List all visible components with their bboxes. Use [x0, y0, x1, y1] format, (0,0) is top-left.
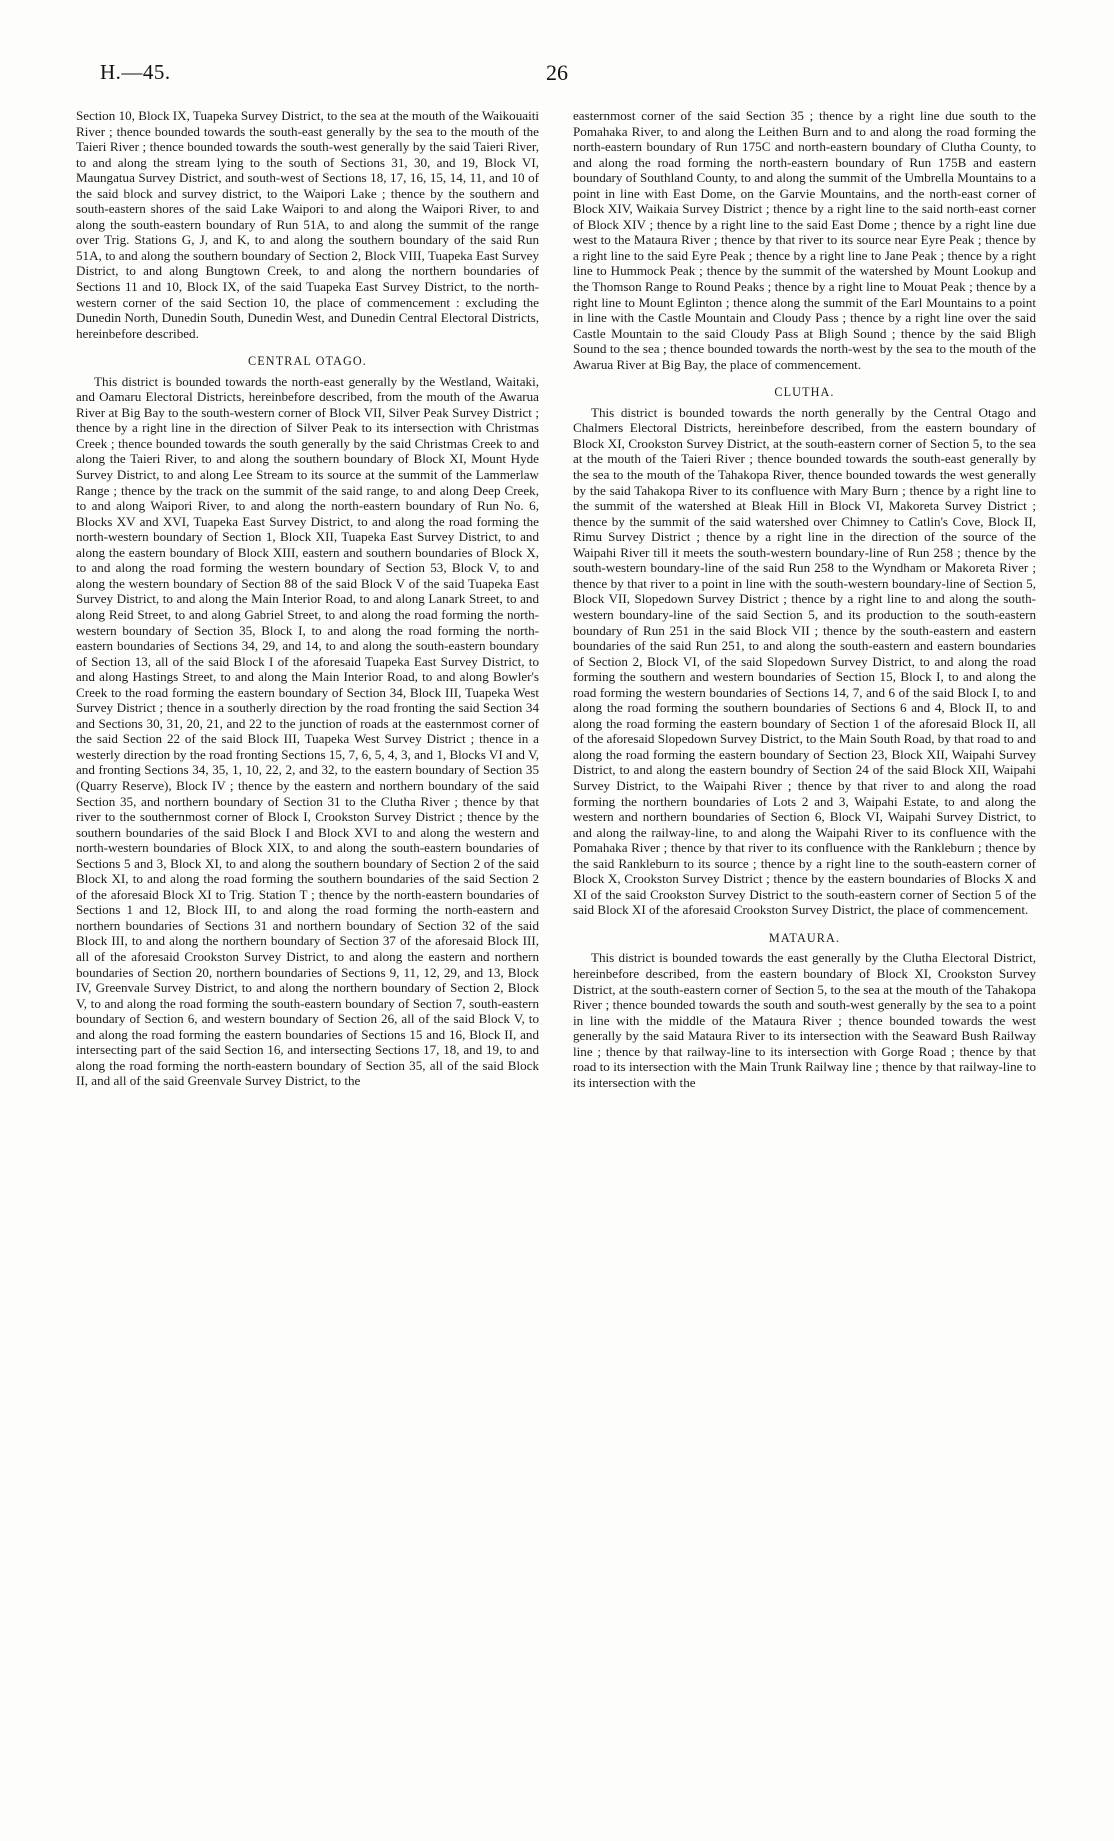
- paragraph: This district is bounded towards the east generally by the Clutha Electoral District, hereinbefore described, from the eastern boundary of Block XI, Crookston Survey District, at the south-eastern corner of Section 5, to the sea at the mouth of the Tahakopa River ; thence bounded towards the south and south-west generally by the sea to a point in line with the middle of the Mataura River ; thence bounded towards the west generally by the said Mataura River to its intersection with the Seaward Bush Railway line ; thence by that railway-line to its intersection with Gorge Road ; thence by that road to its intersection with the Main Trunk Railway line ; thence by that railway-line to its intersection with the: [573, 950, 1036, 1090]
- paragraph: This district is bounded towards the north-east generally by the Westland, Waitaki, and Oamaru Electoral Districts, hereinbefore described, from the mouth of the Awarua River at Big Bay to the south-western corner of Block VII, Silver Peak Survey District ; thence by a right line in the direction of Silver Peak to its intersection with Christmas Creek ; thence bounded towards the south generally by the said Christmas Creek to and along the Taieri River, to and along the southern boundary of Block XI, Mount Hyde Survey District, to and along Lee Stream to its source at the summit of the Lammerlaw Range ; thence by the track on the summit of the said range, to and along Deep Creek, to and along Waipori River, to and along the north-eastern boundary of Run No. 6, Blocks XV and XVI, Tuapeka East Survey District, to and along the road forming the north-western boundary of Section 1, Block XII, Tuapeka East Survey District, to and along the eastern boundary of Block XIII, eastern and southern boundaries of Block X, to and along the road forming the western boundary of Section 53, Block V, to and along the western boundary of Section 88 of the said Block V of the said Tuapeka East Survey District, to and along the Main Interior Road, to and along Lanark Street, to and along Reid Street, to and along Gabriel Street, to and along the road forming the north-western boundary of Section 35, Block I, to and along the road forming the north-eastern boundaries of Sections 34, 29, and 14, to and along the south-eastern boundary of Section 13, all of the said Block I of the aforesaid Tuapeka East Survey District, to and along Hastings Street, to and along the Main Interior Road, to and along Bowler's Creek to the road forming the eastern boundary of Section 34, Block III, Tuapeka West Survey District ; thence in a southerly direction by the road fronting the said Section 34 and Sections 30, 31, 20, 21, and 22 to the junction of roads at the easternmost corner of the said Section 22 of the said Block III, Tuapeka West Survey District ; thence in a westerly direction by the road fronting Sections 15, 7, 6, 5, 4, 3, and 1, Blocks VI and V, and fronting Sections 34, 35, 1, 10, 22, 2, and 32, to the eastern boundary of Section 35 (Quarry Reserve), Block IV ; thence by the eastern and northern boundary of the said Section 35, and northern boundary of Section 31 to the Clutha River ; thence by that river to the southernmost corner of Block I, Crookston Survey District ; thence by the southern boundaries of the said Block I and Block XVI to and along the western and north-western boundaries of Block XIX, to and along the south-eastern boundaries of Sections 5 and 3, Block XI, to and along the southern boundary of Section 2 of the said Block XI, to and along the road forming the southern boundaries of the said Section 2 of the aforesaid Block XI to Trig. Station T ; thence by the north-eastern boundaries of Sections 1 and 12, Block III, to and along the road forming the north-eastern and northern boundaries of Sections 31 and northern boundary of Section 32 of the said Block III, to and along the northern boundary of Section 37 of the aforesaid Block III, all of the aforesaid Crookston Survey District, to and along the eastern and northern boundaries of Section 20, northern boundaries of Sections 9, 11, 12, 29, and 13, Block IV, Greenvale Survey District, to and along the northern boundary of Section 2, Block V, to and along the road forming the south-eastern boundary of Section 7, south-eastern boundary of Section 6, and western boundary of Section 26, all of the said Block V, to and along the road forming the eastern boundaries of Sections 15 and 16, Block II, and intersecting part of the said Section 16, and intersecting Sections 17, 18, and 19, to and along the road forming the north-eastern boundary of Section 35, all of the said Block II, and all of the said Greenvale Survey District, to the: [76, 373, 539, 1089]
- text-columns: [76, 108, 1036, 1090]
- paragraph: easternmost corner of the said Section 35 ; thence by a right line due south to the Pomahaka River, to and along the Leithen Burn and to and along the road forming the north-eastern boundary of Run 175C and north-eastern boundary of Clutha County, to and along the road forming the north-eastern boundary of Run 175B and eastern boundary of Southland County, to and along the summit of the Umbrella Mountains to a point in line with East Dome, on the Garvie Mountains, and the north-east corner of Block XIV, Waikaia Survey District ; thence by a right line to the said north-east corner of Block XIV ; thence by a right line to the said East Dome ; thence by a right line due west to the Mataura River ; thence by that river to its source near Eyre Peak ; thence by a right line to the said Eyre Peak ; thence by a right line to Jane Peak ; thence by a right line to Hummock Peak ; thence by the summit of the watershed by Mount Lookup and the Thomson Range to Round Peaks ; thence by a right line to Mouat Peak ; thence by a right line to Mount Eglinton ; thence along the summit of the Earl Mountains to a point in line with the Castle Mountain and Cloudy Pass ; thence by a right line over the said Castle Mountain to the said Cloudy Pass at Bligh Sound ; thence by the said Bligh Sound to the sea ; thence bounded towards the north-west by the sea to the mouth of the Awarua River at Big Bay, the place of commencement.: [573, 108, 1036, 372]
- section-heading-clutha: [573, 385, 1036, 401]
- left-column: [76, 108, 539, 1090]
- section-heading-label: MATAURA.: [768, 930, 841, 945]
- section-heading-label: CENTRAL OTAGO.: [248, 354, 367, 369]
- right-column: [573, 108, 1036, 1090]
- paragraph: This district is bounded towards the north generally by the Central Otago and Chalmers Electoral Districts, hereinbefore described, from the eastern boundary of Block XI, Crookston Survey District, at the south-eastern corner of Section 5, to the sea at the mouth of the Taieri River ; thence bounded towards the south-east generally by the sea to the mouth of the Tahakopa River, thence bounded towards the west generally by the said Tahakopa River to its confluence with Mary Burn ; thence by a right line to the summit of the watershed at Bleak Hill in Block VI, Makoreta Survey District ; thence by the summit of the said watershed over Chimney to Catlin's Cove, Block II, Rimu Survey District ; thence by a right line in the direction of the source of the Waipahi River till it meets the south-western boundary-line of Run 258 ; thence by the south-western boundary-line of the said Run 258 to the Wyndham or Makoreta River ; thence by that river to a point in line with the south-western boundary-line of Section 5, Block VII, Slopedown Survey District ; thence by a right line to and along the south-western boundary-line of the said Section 5, and its production to the south-eastern boundary of Run 251 in the said Block VII ; thence by the south-eastern and eastern boundaries of the said Run 251, to and along the south-eastern and eastern boundaries of Section 2, Block VI, of the said Slopedown Survey District, to and along the road forming the southern and western boundaries of Section 15, Block I, to and along the road forming the western boundaries of Sections 14, 7, and 6 of the said Block I, to and along the road forming the southern boundaries of Sections 6 and 4, Block II, to and along the road forming the eastern boundary of Section 1 of the aforesaid Block II, all of the aforesaid Slopedown Survey District, to the Main South Road, by that road to and along the road forming the eastern boundary of Section 23, Block XII, Waipahi Survey District, to and along the eastern boundry of Section 24 of the said Block XII, Waipahi Survey District, to the Waipahi River ; thence by that river to and along the road forming the northern boundaries of Lots 2 and 3, Waipahi Estate, to and along the western and northern boundaries of Section 6, Block VI, Waipahi Survey District, to and along the railway-line, to and along the Waipahi River to its confluence with the Pomahaka River ; thence by that river to its confluence with the Rankleburn ; thence by the said Rankleburn to its source ; thence by a right line to the south-eastern corner of Block X, Crookston Survey District ; thence by the eastern boundaries of Blocks X and XI of the said Crookston Survey District to the south-eastern corner of Section 5 of the said Block XI of the aforesaid Crookston Survey District, the place of commencement.: [573, 404, 1036, 918]
- section-heading-central-otago: [76, 354, 539, 370]
- page-number: 26: [546, 60, 568, 85]
- page-header: [0, 60, 1114, 90]
- paragraph: Section 10, Block IX, Tuapeka Survey District, to the sea at the mouth of the Waikouaiti River ; thence bounded towards the south-east generally by the sea to the mouth of the Taieri River ; thence bounded towards the south-west generally by the said Taieri River, to and along the stream lying to the south of Sections 31, 30, and 19, Block VI, Maungatua Survey District, and south-west of Sections 18, 17, 16, 15, 14, 11, and 10 of the said block and survey district, to the Waipori Lake ; thence by the southern and south-eastern shores of the said Lake Waipori to and along the Waipori River, to and along the south-eastern boundary of Run 51A, to and along the summit of the range over Trig. Stations G, J, and K, to and along the southern boundary of the said Run 51A, to and along the southern boundary of Section 2, Block VIII, Tuapeka East Survey District, to and along Bungtown Creek, to and along the northern boundaries of Sections 11 and 10, Block IX, of the said Tuapeka East Survey District, to the north-western corner of the said Section 10, the place of commencement : excluding the Dunedin North, Dunedin South, Dunedin West, and Dunedin Central Electoral Districts, hereinbefore described.: [76, 108, 539, 341]
- section-heading-label: CLUTHA.: [774, 385, 835, 400]
- section-heading-mataura: [573, 931, 1036, 947]
- document-code: H.—45.: [100, 60, 171, 84]
